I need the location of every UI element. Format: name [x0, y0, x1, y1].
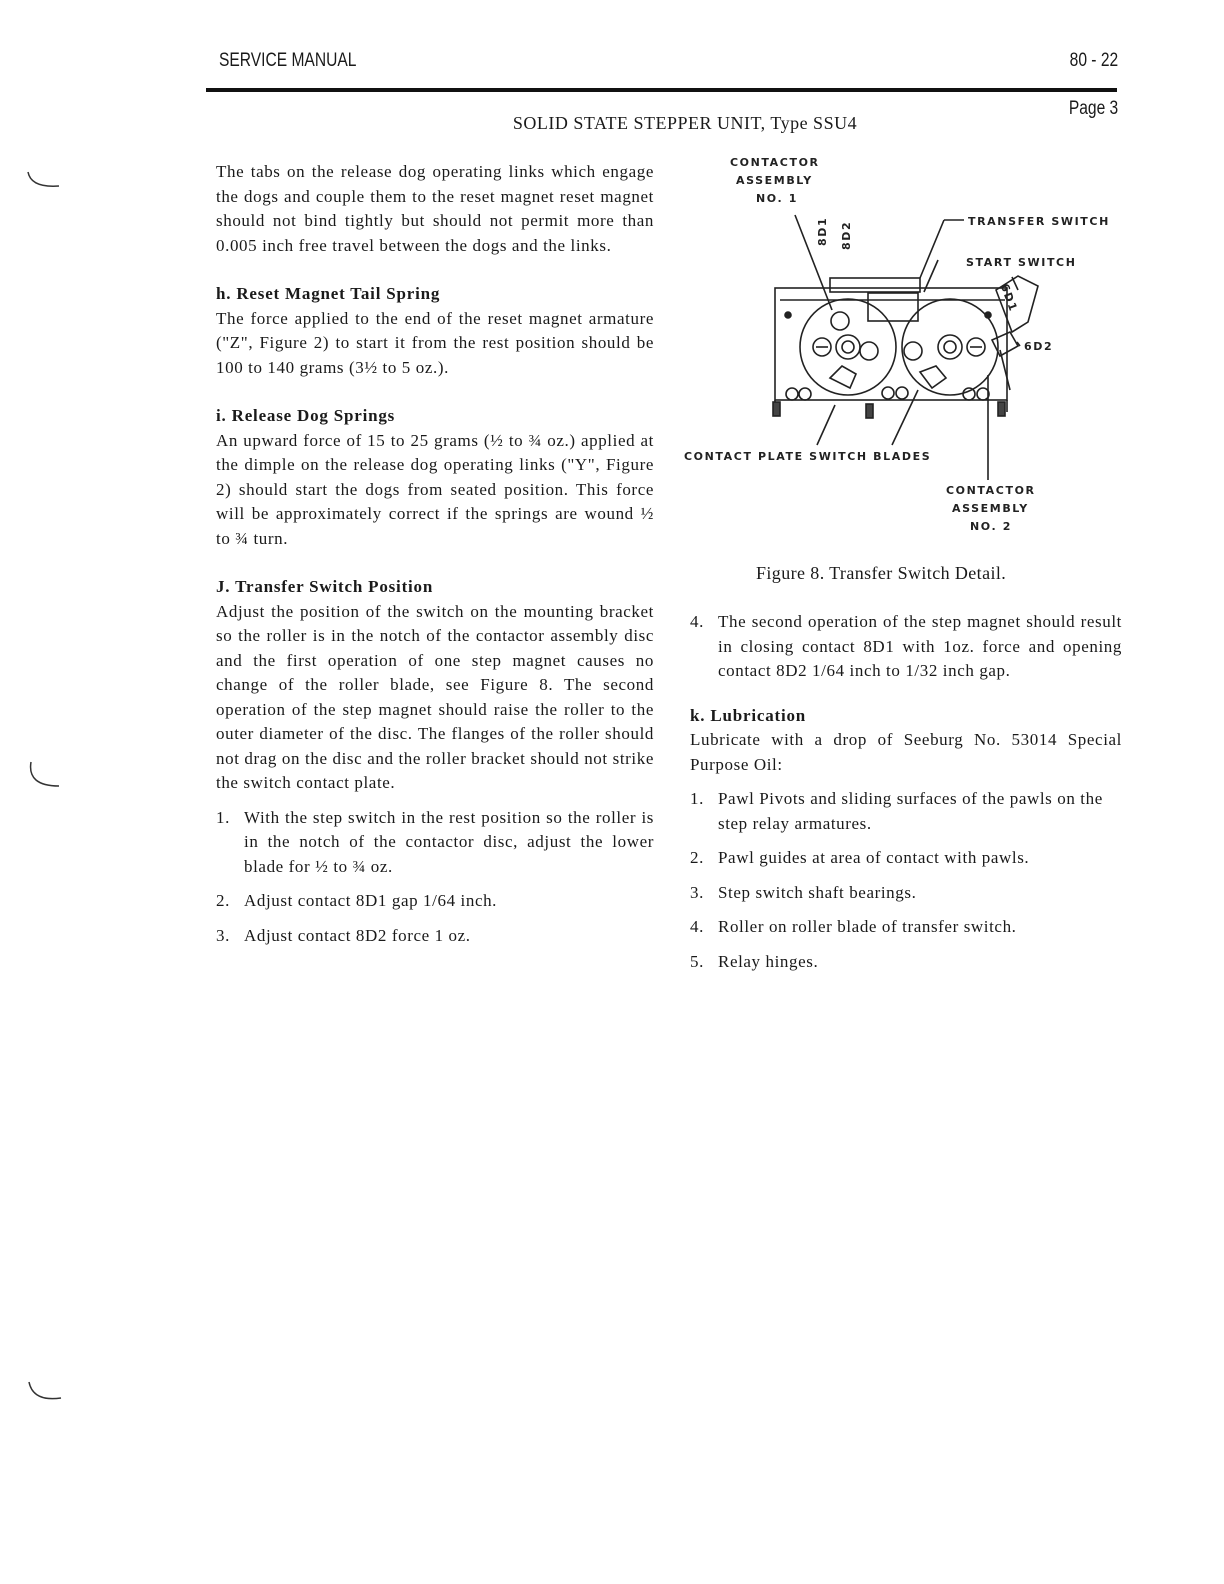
margin-mark [25, 760, 65, 800]
label-8d2: 8D2 [840, 220, 853, 250]
list-item [690, 846, 1122, 871]
right-column [690, 610, 1122, 984]
list-item [216, 806, 654, 880]
list-item [690, 950, 1122, 975]
label-no-1: NO. 1 [756, 192, 798, 205]
list-text: With the step switch in the rest position so the roller is in the notch of the contactor disc, adjust the lower blade for ½ to ¾ oz. [244, 807, 654, 876]
header-rule [206, 88, 1117, 92]
section-k-body: Lubricate with a drop of Seeburg No. 53014 Special Purpose Oil: [690, 730, 1122, 774]
list-number: 4. [690, 917, 704, 936]
label-contactor-1: CONTACTOR [730, 156, 820, 169]
section-h-heading: h. Reset Magnet Tail Spring [216, 284, 441, 303]
list-number: 4. [690, 612, 704, 631]
list-number: 3. [216, 925, 230, 945]
section-j-body: Adjust the position of the switch on the mounting bracket so the roller is in the notch of the contactor assembly disc and the first operation of one step magnet causes no change of the roller blade, see Figure 8. The second operation of the step magnet should raise the roller to the outer diameter of the disc. The flanges of the roller should not drag on the disc and the roller bracket should not strike the switch contact plate. [216, 601, 654, 792]
list-item [690, 787, 1122, 836]
intro-paragraph: The tabs on the release dog operating links which engage the dogs and couple them to the reset magnet reset magnet should not bind tightly but should not permit more than 0.005 inch free travel between the dogs and the links. [216, 162, 654, 255]
section-h-body: The force applied to the end of the reset magnet armature ("Z", Figure 2) to start it from the rest position should be 100 to 140 grams (3½ to 5 oz.). [216, 308, 654, 377]
list-number: 1. [216, 807, 230, 827]
contactor-disc-1 [800, 299, 896, 395]
section-k-heading: k. Lubrication [690, 705, 807, 725]
running-header: SERVICE MANUAL [219, 50, 357, 71]
list-text: Adjust contact 8D2 force 1 oz. [244, 925, 471, 945]
list-item [216, 889, 654, 914]
margin-mark [25, 1370, 65, 1410]
section-j-heading: J. Transfer Switch Position [216, 577, 434, 596]
list-item [690, 915, 1122, 940]
label-assembly-1: ASSEMBLY [736, 174, 813, 187]
list-text: Relay hinges. [718, 951, 819, 971]
figure-caption: Figure 8. Transfer Switch Detail. [756, 563, 1007, 583]
label-6d1: 6D1 [997, 282, 1021, 314]
list-text: Roller on roller blade of transfer switch. [718, 917, 1017, 936]
label-no-2: NO. 2 [970, 520, 1012, 533]
list-number: 3. [690, 882, 704, 902]
list-number: 2. [216, 891, 230, 910]
list-number: 1. [690, 789, 704, 808]
label-transfer-switch: TRANSFER SWITCH [968, 215, 1110, 228]
list-number: 2. [690, 848, 704, 867]
label-contact-plate-switch-blades: CONTACT PLATE SWITCH BLADES [684, 450, 932, 463]
contactor-disc-2 [902, 299, 998, 395]
label-start-switch: START SWITCH [966, 256, 1077, 269]
page-title: SOLID STATE STEPPER UNIT, Type SSU4 [512, 113, 858, 133]
section-i-body: An upward force of 15 to 25 grams (½ to ¾ oz.) applied at the dimple on the release dog operating links ("Y", Figure 2) should start the dogs from seated position. This force will be approximately correct if the springs are wound ½ to ¾ turn. [216, 430, 654, 548]
label-contactor-2: CONTACTOR [946, 484, 1036, 497]
page-number: Page 3 [1068, 98, 1118, 119]
label-assembly-2: ASSEMBLY [952, 502, 1029, 515]
list-item [690, 610, 1122, 684]
list-text: Step switch shaft bearings. [718, 882, 917, 902]
list-text: The second operation of the step magnet should result in closing contact 8D1 with 1oz. force and opening contact 8D2 1/64 inch to 1/32 inch gap. [718, 612, 1122, 680]
label-6d2: 6D2 [1024, 340, 1054, 353]
list-number: 5. [690, 951, 704, 971]
list-item [690, 881, 1122, 906]
transfer-switch-figure [680, 150, 1120, 570]
list-text: Adjust contact 8D1 gap 1/64 inch. [244, 891, 498, 910]
list-text: Pawl guides at area of contact with pawls. [718, 848, 1030, 867]
left-column [216, 160, 654, 958]
transfer-switch-diagram [680, 150, 1120, 570]
list-text: Pawl Pivots and sliding surfaces of the pawls on the step relay armatures. [718, 789, 1103, 833]
label-8d1: 8D1 [816, 216, 829, 246]
document-number: 80 - 22 [1069, 50, 1118, 71]
list-item [216, 924, 654, 949]
margin-mark [25, 160, 65, 200]
section-i-heading: i. Release Dog Springs [216, 406, 396, 425]
